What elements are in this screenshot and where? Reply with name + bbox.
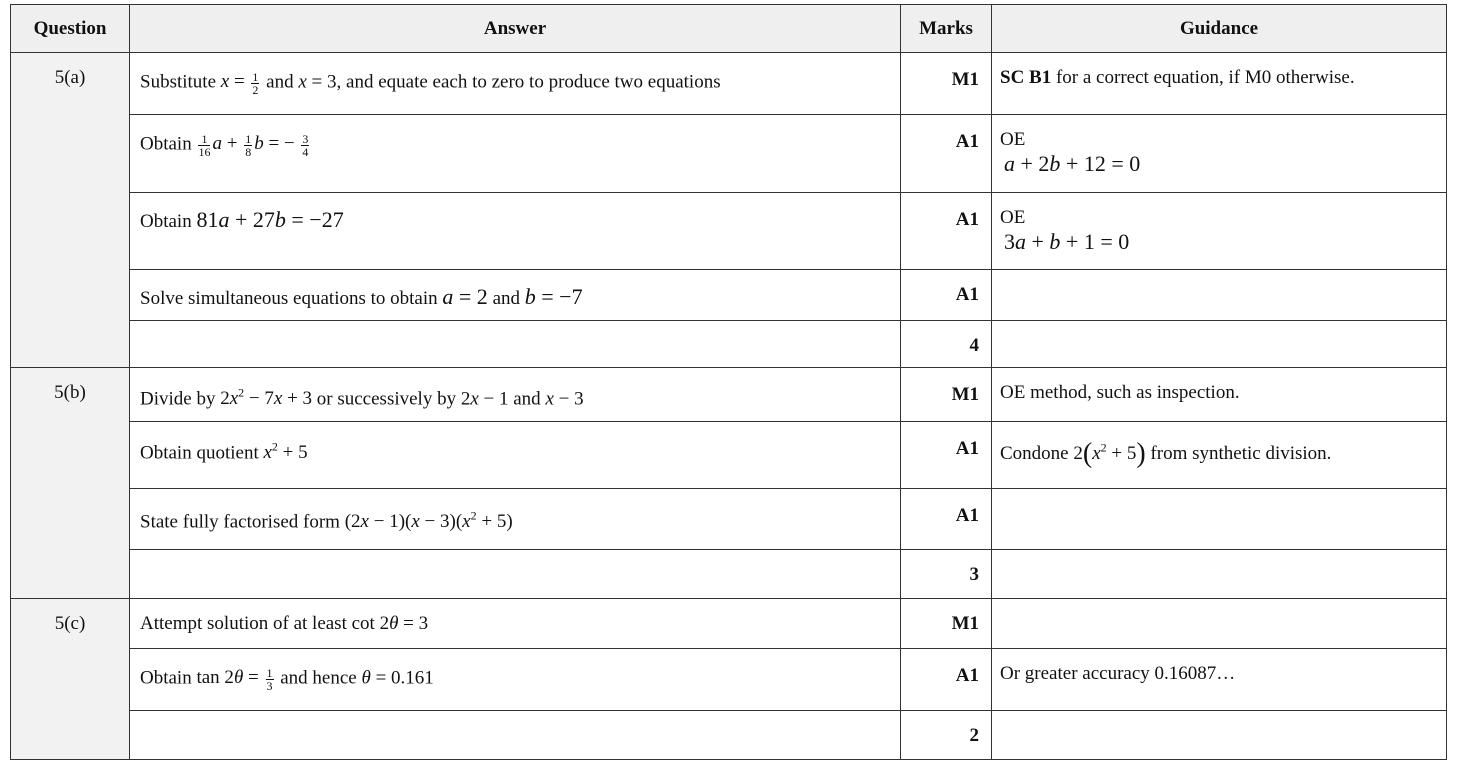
guidance-cell [992, 550, 1447, 599]
table-row [11, 649, 1447, 711]
header-row [11, 5, 1447, 53]
mark-scheme-table [10, 4, 1447, 760]
guidance-cell: SC B1 for a correct equation, if M0 otherwise. [992, 53, 1447, 115]
table-row [11, 321, 1447, 368]
answer-cell: State fully factorised form $(2x - 1)(x - 3)(x^2 + 5)$ [130, 489, 901, 550]
header-marks: Marks [901, 5, 992, 53]
answer-cell: Obtain $\frac{1}{16}$ a + $\frac{1}{8}$ b = − $\frac{3}{4}$ [130, 115, 901, 193]
marks-cell: A1 [901, 115, 992, 193]
answer-cell: Substitute x = $\frac{1}{2}$ and x = 3, and equate each to zero to produce two equations [130, 53, 901, 115]
table-row [11, 270, 1447, 321]
answer-cell: Divide by $2x^2 - 7x + 3$ or successively by 2x − 1 and x − 3 [130, 368, 901, 422]
question-label: 5(b) [11, 368, 130, 599]
table-row [11, 115, 1447, 193]
total-marks: 4 [901, 321, 992, 368]
header-guidance: Guidance [992, 5, 1447, 53]
guidance-cell: Or greater accuracy 0.16087… [992, 649, 1447, 711]
header-answer: Answer [130, 5, 901, 53]
guidance-cell [992, 321, 1447, 368]
table-row [11, 711, 1447, 760]
answer-cell [130, 550, 901, 599]
table-row [11, 422, 1447, 489]
answer-cell: Attempt solution of at least cot 2θ = 3 [130, 599, 901, 649]
table-row [11, 193, 1447, 270]
guidance-cell [992, 489, 1447, 550]
marks-cell: A1 [901, 649, 992, 711]
answer-cell: Solve simultaneous equations to obtain a = 2 and b = −7 [130, 270, 901, 321]
marks-cell: A1 [901, 422, 992, 489]
marks-cell: A1 [901, 489, 992, 550]
table-row [11, 368, 1447, 422]
marks-cell: M1 [901, 368, 992, 422]
question-label: 5(a) [11, 53, 130, 368]
answer-cell [130, 711, 901, 760]
guidance-cell [992, 270, 1447, 321]
guidance-cell: Condone $2(x^2 + 5)$ from synthetic division. [992, 422, 1447, 489]
table-row [11, 599, 1447, 649]
marks-cell: A1 [901, 193, 992, 270]
guidance-cell [992, 711, 1447, 760]
total-marks: 3 [901, 550, 992, 599]
guidance-cell: OE method, such as inspection. [992, 368, 1447, 422]
table-row [11, 489, 1447, 550]
total-marks: 2 [901, 711, 992, 760]
table-row [11, 550, 1447, 599]
guidance-cell: OE a + 2b + 12 = 0 [992, 115, 1447, 193]
answer-cell: Obtain 81a + 27b = −27 [130, 193, 901, 270]
marks-cell: A1 [901, 270, 992, 321]
marks-cell: M1 [901, 599, 992, 649]
question-label: 5(c) [11, 599, 130, 760]
answer-cell: Obtain quotient $x^2 + 5$ [130, 422, 901, 489]
table-row [11, 53, 1447, 115]
marks-cell: M1 [901, 53, 992, 115]
guidance-cell: OE 3a + b + 1 = 0 [992, 193, 1447, 270]
header-question: Question [11, 5, 130, 53]
guidance-cell [992, 599, 1447, 649]
answer-cell [130, 321, 901, 368]
answer-cell: Obtain tan 2θ = $\frac{1}{3}$ and hence θ = 0.161 [130, 649, 901, 711]
